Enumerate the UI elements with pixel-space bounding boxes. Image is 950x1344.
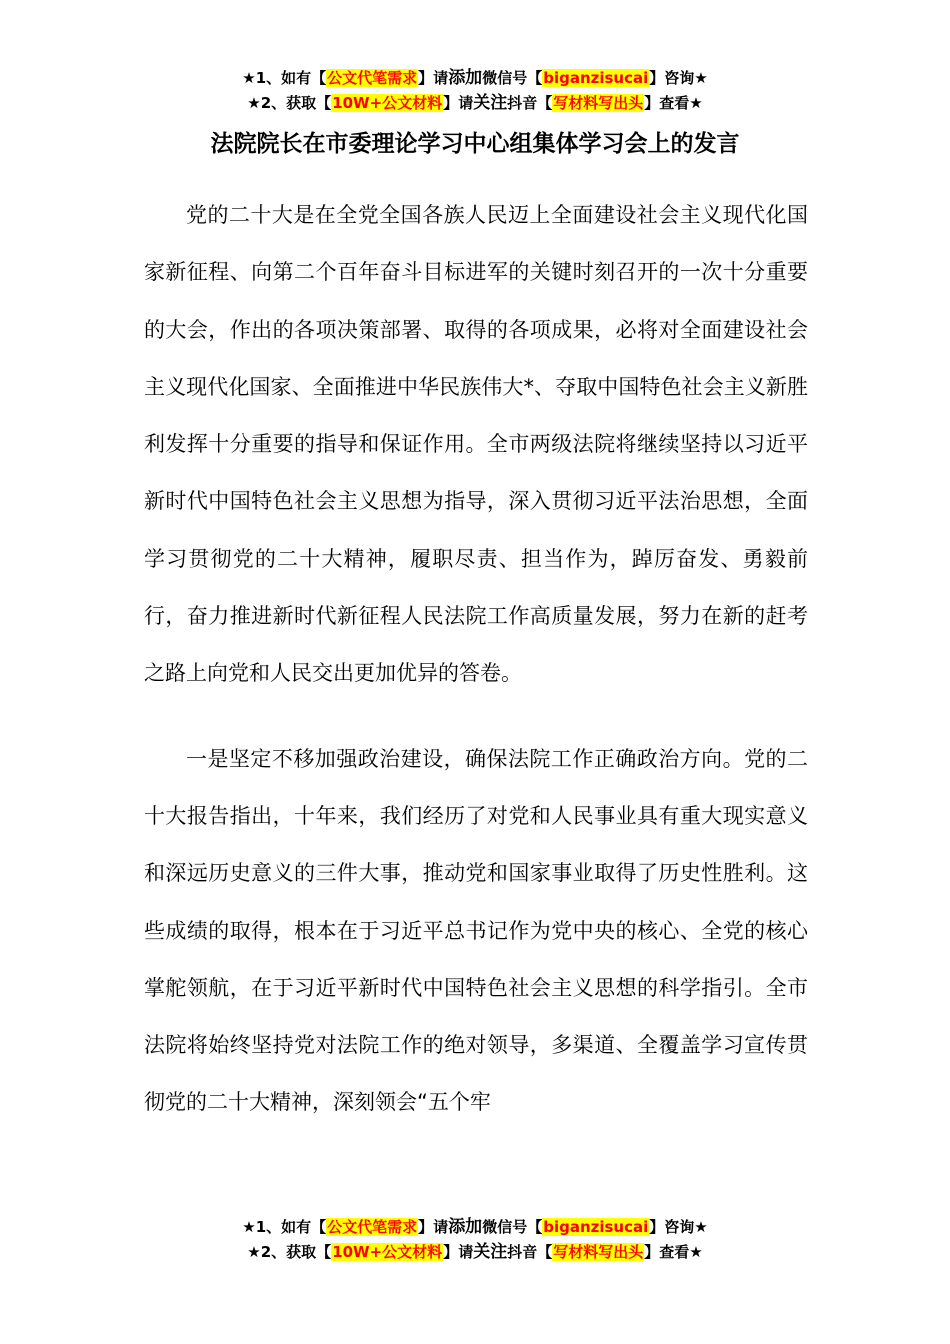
footer-banner — [0, 1215, 950, 1265]
highlight-douyin-account: 写材料写出头 — [553, 1243, 644, 1261]
banner-line-2 — [0, 1240, 950, 1265]
banner-line-2 — [0, 91, 950, 116]
highlight-douyin-account: 写材料写出头 — [553, 94, 644, 112]
banner-text: ★2、获取【 — [247, 94, 332, 112]
highlight-wechat-id: biganzisucai — [543, 1218, 649, 1236]
banner-text: 】请 — [418, 69, 449, 87]
highlight-materials: 10W+公文材料 — [332, 1243, 443, 1261]
banner-text: ★2、获取【 — [247, 1243, 332, 1261]
banner-text: 】咨询★ — [649, 69, 708, 87]
highlight-service: 公文代笔需求 — [327, 1218, 418, 1236]
banner-text: 】请 — [443, 1243, 474, 1261]
document-body — [144, 187, 808, 1132]
highlight-materials: 10W+公文材料 — [332, 94, 443, 112]
banner-text: 】咨询★ — [649, 1218, 708, 1236]
banner-text: 抖音【 — [507, 1243, 553, 1261]
banner-text: ★1、如有【 — [242, 1218, 327, 1236]
paragraph-point-one: 一是坚定不移加强政治建设，确保法院工作正确政治方向。党的二十大报告指出，十年来，我们经历了对党和人民事业具有重大现实意义和深远历史意义的三件大事，推动党和国家事业取得了历史性胜利。这些成绩的取得，根本在于习近平总书记作为党中央的核心、全党的核心掌舵领航，在于习近平新时代中国特色社会主义思想的科学指引。全市法院将始终坚持党对法院工作的绝对领导，多渠道、全覆盖学习宣传贯彻党的二十大精神，深刻领会“五个牢 — [144, 746, 808, 1115]
banner-text: 】请 — [418, 1218, 449, 1236]
banner-line-1 — [0, 1215, 950, 1240]
banner-text: 微信号【 — [482, 69, 543, 87]
highlight-wechat-id: biganzisucai — [543, 69, 649, 87]
paragraph-intro: 党的二十大是在全党全国各族人民迈上全面建设社会主义现代化国家新征程、向第二个百年奋斗目标进军的关键时刻召开的一次十分重要的大会，作出的各项决策部署、取得的各项成果，必将对全面建设社会主义现代化国家、全面推进中华民族伟大*、夺取中国特色社会主义新胜利发挥十分重要的指导和保证作用。全市两级法院将继续坚持以习近平新时代中国特色社会主义思想为指导，深入贯彻习近平法治思想，全面学习贯彻党的二十大精神，履职尽责、担当作为，踔厉奋发、勇毅前行，奋力推进新时代新征程人民法院工作高质量发展，努力在新的赶考之路上向党和人民交出更加优异的答卷。 — [144, 203, 808, 686]
banner-emphasis: 添加 — [448, 68, 483, 88]
banner-text: 】查看★ — [644, 1243, 703, 1261]
banner-text: 】查看★ — [644, 94, 703, 112]
banner-text: 微信号【 — [482, 1218, 543, 1236]
banner-emphasis: 关注 — [473, 1242, 508, 1262]
banner-text: 抖音【 — [507, 94, 553, 112]
header-banner — [0, 66, 950, 116]
banner-emphasis: 关注 — [473, 93, 508, 113]
highlight-service: 公文代笔需求 — [327, 69, 418, 87]
banner-text: 】请 — [443, 94, 474, 112]
banner-text: ★1、如有【 — [242, 69, 327, 87]
document-title: 法院院长在市委理论学习中心组集体学习会上的发言 — [210, 131, 740, 157]
banner-line-1 — [0, 66, 950, 91]
banner-emphasis: 添加 — [448, 1217, 483, 1237]
